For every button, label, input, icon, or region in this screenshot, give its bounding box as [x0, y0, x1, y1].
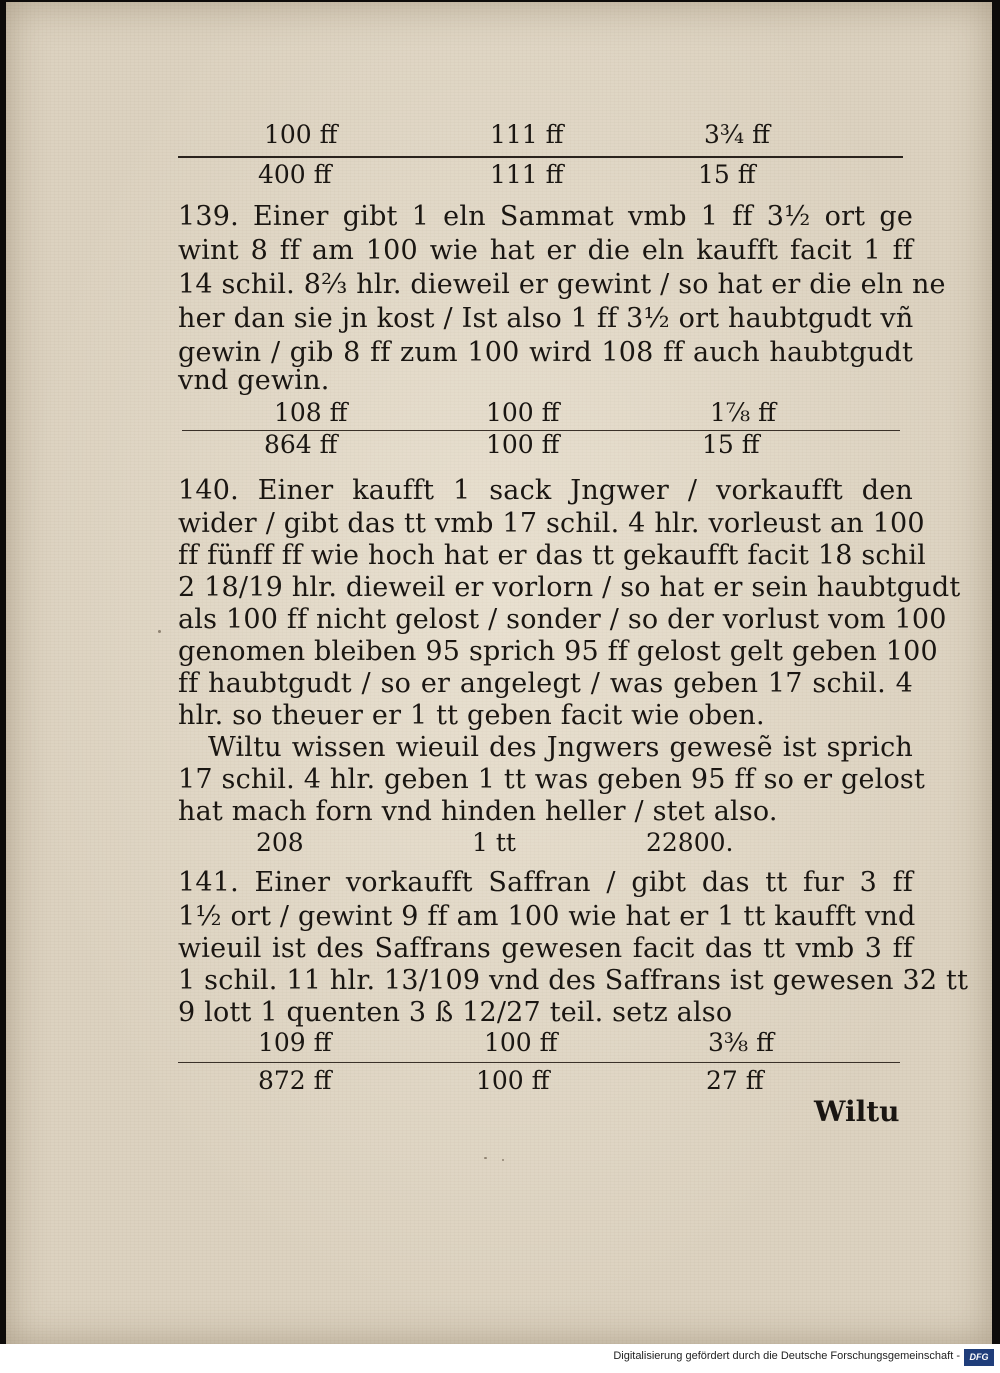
- rule-141-bottom-3: 27 ff: [706, 1066, 764, 1095]
- rule-139-top-1: 100 ff: [264, 120, 338, 149]
- problem-140-line-3: ff fünff ff wie hoch hat er das tt gekaufft facit 18 schil: [178, 540, 926, 571]
- setup-140-2: 1 tt: [472, 828, 516, 857]
- problem-140-line-4: 2 18/19 hlr. dieweil er vorlorn / so hat er sein haubtgudt: [178, 572, 961, 603]
- rule-139-top-3: 3¾ ff: [704, 120, 770, 149]
- paper-speck: [158, 630, 161, 633]
- footer-credit: Digitalisierung gefördert durch die Deutsche Forschungsgemeinschaft -: [613, 1350, 960, 1362]
- problem-141-line-4: 1 schil. 11 hlr. 13/109 vnd des Saffrans ist gewesen 32 tt: [178, 965, 969, 996]
- digitization-footer: [0, 1344, 1000, 1373]
- rule-139b-bottom-3: 15 ff: [702, 430, 760, 459]
- problem-139-line-2: wint 8 ff am 100 wie hat er die eln kaufft facit 1 ff: [178, 235, 913, 266]
- problem-139-line-5: gewin / gib 8 ff zum 100 wird 108 ff auch haubtgudt: [178, 337, 913, 368]
- rule-139-line: [178, 156, 903, 158]
- problem-140-line-8: hlr. so theuer er 1 tt geben facit wie oben.: [178, 700, 765, 731]
- problem-140-line-1: 140. Einer kaufft 1 sack Jngwer / vorkaufft den: [178, 475, 913, 506]
- problem-141-line-5: 9 lott 1 quenten 3 ß 12/27 teil. setz also: [178, 997, 733, 1028]
- problem-140-line-5: als 100 ff nicht gelost / sonder / so der vorlust vom 100: [178, 604, 947, 635]
- rule-139b-top-2: 100 ff: [486, 398, 560, 427]
- catchword: Wiltu: [814, 1095, 900, 1128]
- problem-140-addendum-1: Wiltu wissen wieuil des Jngwers gewesẽ ist sprich: [208, 732, 913, 763]
- rule-139-top-2: 111 ff: [490, 120, 564, 149]
- rule-141-bottom-2: 100 ff: [476, 1066, 550, 1095]
- rule-141-top-2: 100 ff: [484, 1028, 558, 1057]
- paper-speck: [484, 1157, 487, 1159]
- problem-140-line-7: ff haubtgudt / so er angelegt / was geben 17 schil. 4: [178, 668, 913, 699]
- rule-139b-bottom-1: 864 ff: [264, 430, 338, 459]
- problem-140-line-6: genomen bleiben 95 sprich 95 ff gelost gelt geben 100: [178, 636, 938, 667]
- problem-140-line-2: wider / gibt das tt vmb 17 schil. 4 hlr. vorleust an 100: [178, 508, 925, 539]
- setup-140-3: 22800.: [646, 828, 734, 857]
- rule-139b-top-1: 108 ff: [274, 398, 348, 427]
- rule-141-top-1: 109 ff: [258, 1028, 332, 1057]
- problem-139-line-1: 139. Einer gibt 1 eln Sammat vmb 1 ff 3½ ort ge: [178, 201, 913, 232]
- problem-139-line-4: her dan sie jn kost / Ist also 1 ff 3½ ort haubtgudt vñ: [178, 303, 914, 334]
- rule-141-bottom-1: 872 ff: [258, 1066, 332, 1095]
- problem-141-line-3: wieuil ist des Saffrans gewesen facit das tt vmb 3 ff: [178, 933, 913, 964]
- problem-139-line-6: vnd gewin.: [178, 365, 330, 396]
- problem-141-line-2: 1½ ort / gewint 9 ff am 100 wie hat er 1 tt kaufft vnd: [178, 901, 916, 932]
- problem-139-line-3: 14 schil. 8⅔ hlr. dieweil er gewint / so hat er die eln ne: [178, 269, 946, 300]
- paper-speck: [502, 1159, 504, 1161]
- problem-141-line-1: 141. Einer vorkaufft Saffran / gibt das tt fur 3 ff: [178, 867, 913, 898]
- rule-139b-top-3: 1⅞ ff: [710, 398, 776, 427]
- problem-140-addendum-2: 17 schil. 4 hlr. geben 1 tt was geben 95 ff so er gelost: [178, 764, 926, 795]
- rule-141-top-3: 3⅜ ff: [708, 1028, 774, 1057]
- rule-139-bottom-1: 400 ff: [258, 160, 332, 189]
- setup-140-1: 208: [256, 828, 304, 857]
- dfg-logo-icon: DFG: [964, 1349, 994, 1366]
- problem-140-addendum-3: hat mach forn vnd hinden heller / stet also.: [178, 796, 778, 827]
- rule-139b-bottom-2: 100 ff: [486, 430, 560, 459]
- rule-139-bottom-2: 111 ff: [490, 160, 564, 189]
- book-page: [6, 2, 992, 1344]
- rule-141-line: [178, 1062, 900, 1063]
- rule-139-bottom-3: 15 ff: [698, 160, 756, 189]
